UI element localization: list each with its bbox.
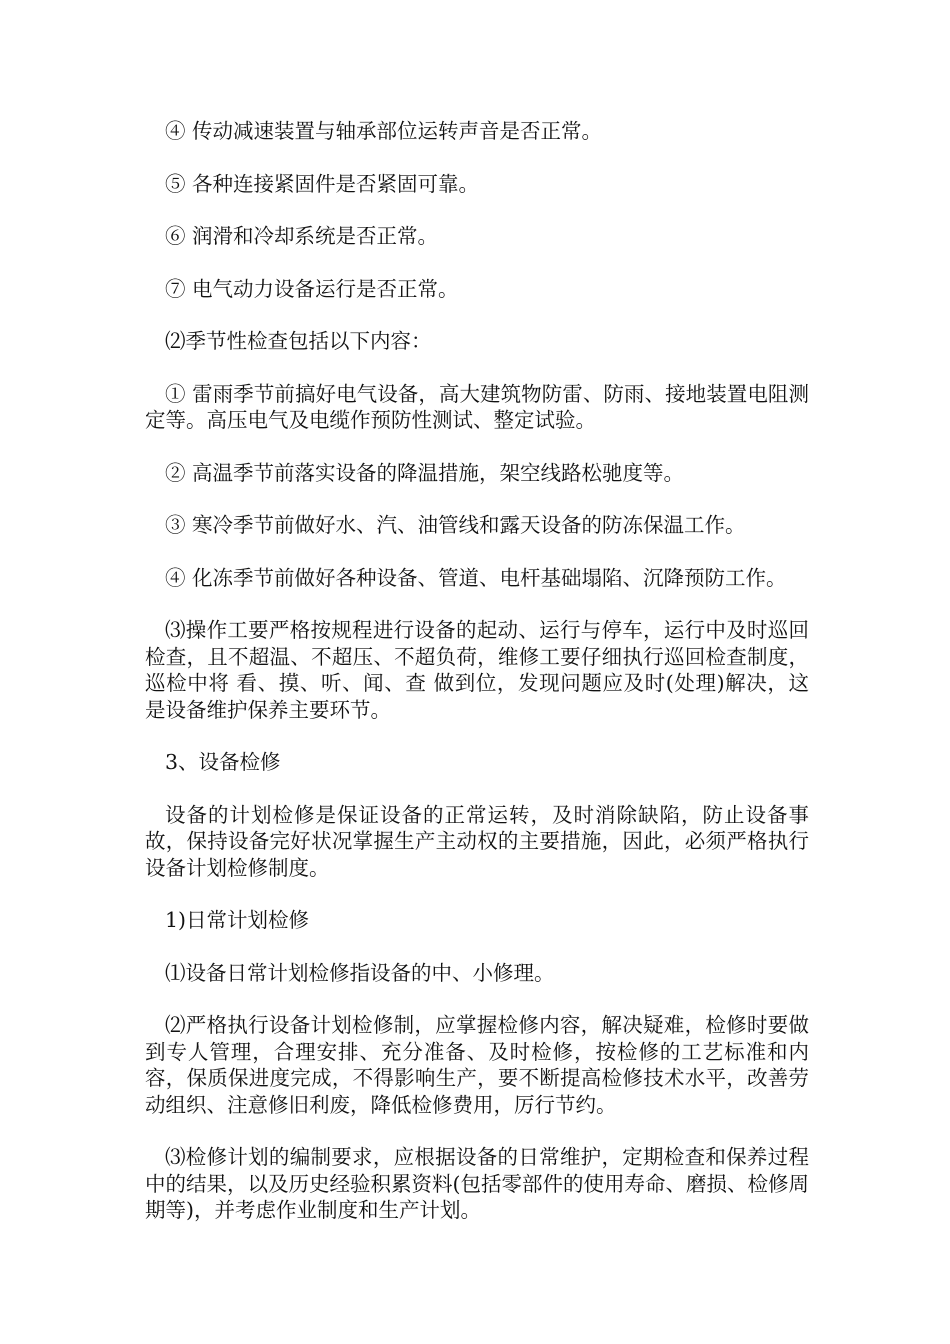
paragraph-operator-rules: ⑶操作工要严格按规程进行设备的起动、运行与停车，运行中及时巡回检查，且不超温、不超压、不超负荷，维修工要仔细执行巡回检查制度，巡检中将 看、摸、听、闻、查 做到位，发现问题应及时(处理)解决，这是设备维护保养主要环节。 [145,618,809,722]
paragraph-plan-compilation: ⑶检修计划的编制要求，应根据设备的日常维护，定期检查和保养过程中的结果，以及历史经验积累资料(包括零部件的使用寿命、磨损、检修周期等)，并考虑作业制度和生产计划。 [145,1145,809,1222]
paragraph-daily-plan-execution: ⑵严格执行设备计划检修制，应掌握检修内容，解决疑难，检修时要做到专人管理，合理安排、充分准备、及时检修，按检修的工艺标准和内容，保质保进度完成，不得影响生产，要不断提高检修技术水平，改善劳动组织、注意修旧利废，降低检修费用，厉行节约。 [145,1013,809,1117]
paragraph-check-electrical: ⑦ 电气动力设备运行是否正常。 [165,276,459,301]
paragraph-seasonal-cold: ③ 寒冷季节前做好水、汽、油管线和露天设备的防冻保温工作。 [165,513,746,537]
section-heading-maintenance: 3、设备检修 [165,750,281,774]
paragraph-check-fasteners: ⑤ 各种连接紧固件是否紧固可靠。 [165,171,480,196]
paragraph-seasonal-high-temp: ② 高温季节前落实设备的降温措施，架空线路松驰度等。 [165,460,685,485]
paragraph-check-lubrication: ⑥ 润滑和冷却系统是否正常。 [165,224,439,248]
document-body [145,118,809,1250]
paragraph-check-transmission: ④ 传动减速装置与轴承部位运转声音是否正常。 [165,119,603,143]
paragraph-seasonal-heading: ⑵季节性检查包括以下内容： [165,329,432,353]
paragraph-daily-plan-definition: ⑴设备日常计划检修指设备的中、小修理。 [165,960,555,985]
paragraph-seasonal-thunderstorm: ① 雷雨季节前搞好电气设备，高大建筑物防雷、防雨、接地装置电阻测定等。高压电气及电缆作预防性测试、整定试验。 [145,381,809,432]
paragraph-seasonal-thaw: ④ 化冻季节前做好各种设备、管道、电杆基础塌陷、沉降预防工作。 [165,565,787,590]
paragraph-planned-maintenance-intro: 设备的计划检修是保证设备的正常运转，及时消除缺陷，防止设备事故，保持设备完好状况掌握生产主动权的主要措施，因此，必须严格执行设备计划检修制度。 [145,802,809,880]
subsection-heading-daily-plan: 1)日常计划检修 [165,908,310,932]
